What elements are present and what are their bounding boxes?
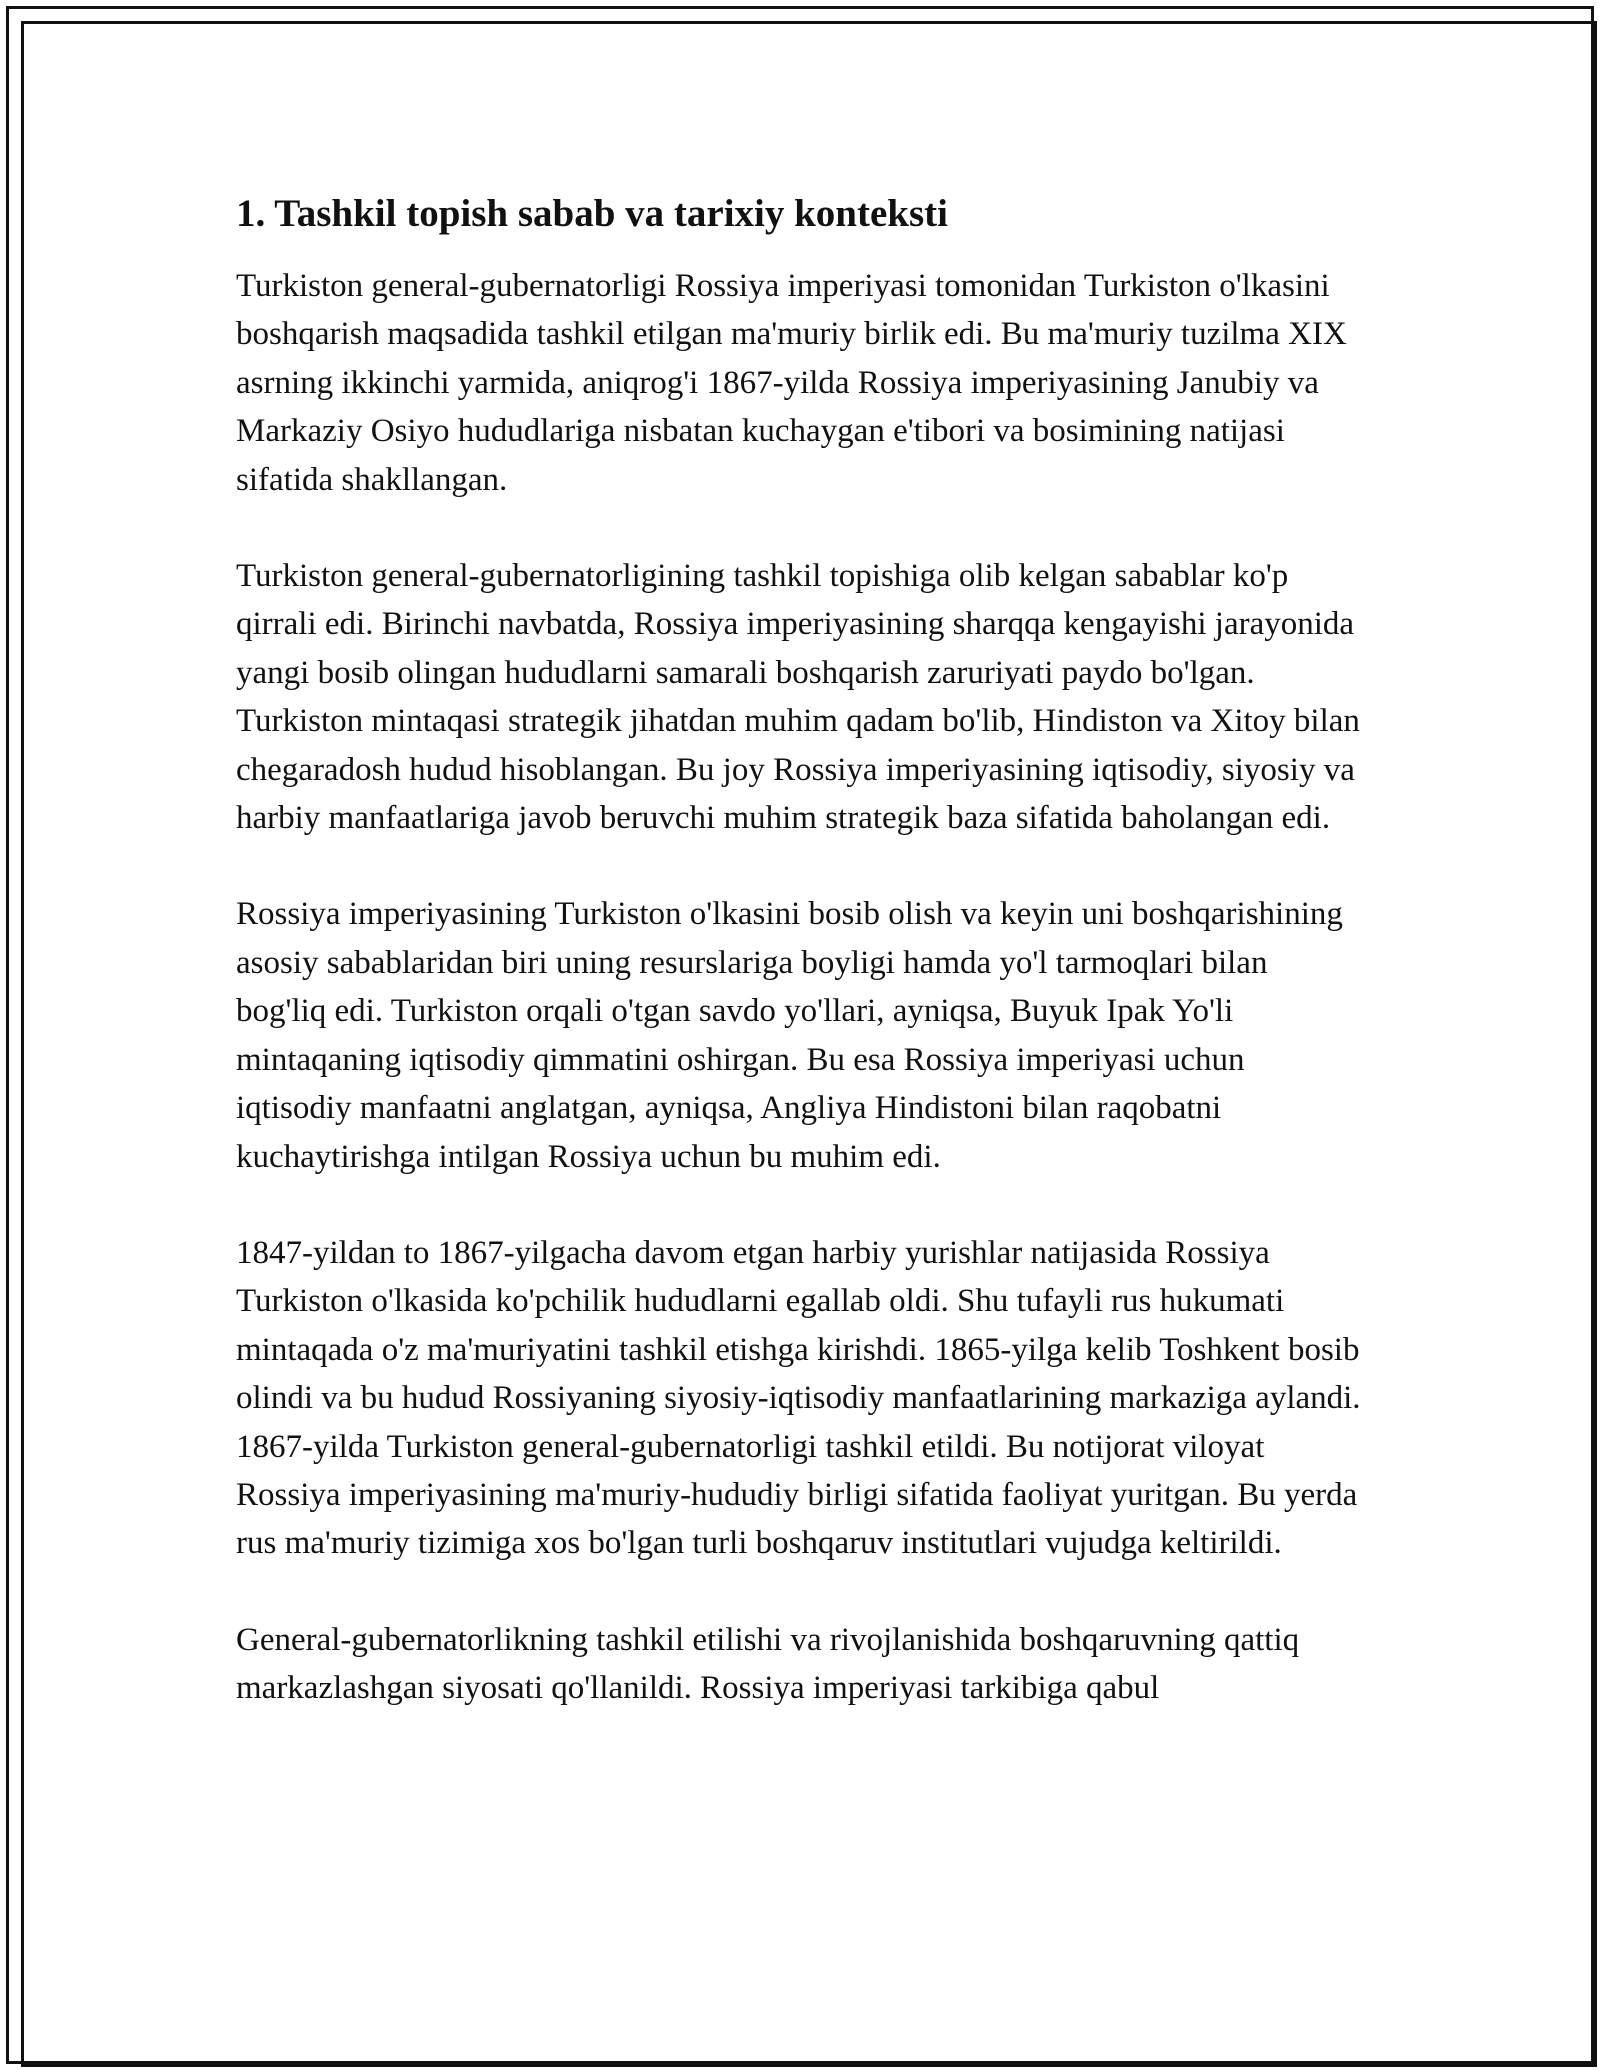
paragraph-1: Turkiston general-gubernatorligi Rossiya imperiyasi tomonidan Turkiston o'lkasini boshqarish maqsadida tashkil etilgan ma'muriy birlik edi. Bu ma'muriy tuzilma XIX asrning ikkinchi yarmida, aniqrog'i 1867-yilda Rossiya imperiyasining Janubiy va Markaziy Osiyo hududlariga nisbatan kuchaygan e'tibori va bosimining natijasi sifatida shakllangan. <box>236 268 1347 498</box>
paragraph-3: Rossiya imperiyasining Turkiston o'lkasini bosib olish va keyin uni boshqarishining asosiy sabablaridan biri uning resurslariga boyligi hamda yo'l tarmoqlari bilan bog'liq edi. Turkiston orqali o'tgan savdo yo'llari, ayniqsa, Buyuk Ipak Yo'li mintaqaning iqtisodiy qimmatini oshirgan. Bu esa Rossiya imperiyasi uchun iqtisodiy manfaatni anglatgan, ayniqsa, Angliya Hindistoni bilan raqobatni kuchaytirishga intilgan Rossiya uchun bu muhim edi. <box>236 896 1343 1175</box>
paragraph-5: General-gubernatorlikning tashkil etilishi va rivojlanishida boshqaruvning qattiq markazlashgan siyosati qo'llanildi. Rossiya imperiyasi tarkibiga qabul <box>236 1621 1300 1707</box>
document-body <box>236 186 1364 1761</box>
section-heading: 1. Tashkil topish sabab va tarixiy konteksti <box>236 192 948 235</box>
paragraph-2: Turkiston general-gubernatorligining tashkil topishiga olib kelgan sabablar ko'p qirrali edi. Birinchi navbatda, Rossiya imperiyasining sharqqa kengayishi jarayonida yangi bosib olingan hududlarni samarali boshqarish zaruriyati paydo bo'lgan. Turkiston mintaqasi strategik jihatdan muhim qadam bo'lib, Hindiston va Xitoy bilan chegaradosh hudud hisoblangan. Bu joy Rossiya imperiyasining iqtisodiy, siyosiy va harbiy manfaatlariga javob beruvchi muhim strategik baza sifatida baholangan edi. <box>236 558 1360 837</box>
paragraph-4: 1847-yildan to 1867-yilgacha davom etgan harbiy yurishlar natijasida Rossiya Turkiston o'lkasida ko'pchilik hududlarni egallab oldi. Shu tufayli rus hukumati mintaqada o'z ma'muriyatini tashkil etishga kirishdi. 1865-yilga kelib Toshkent bosib olindi va bu hudud Rossiyaning siyosiy-iqtisodiy manfaatlarining markaziga aylandi. 1867-yilda Turkiston general-gubernatorligi tashkil etildi. Bu notijorat viloyat Rossiya imperiyasining ma'muriy-hududiy birligi sifatida faoliyat yuritgan. Bu yerda rus ma'muriy tizimiga xos bo'lgan turli boshqaruv institutlari vujudga keltirildi. <box>236 1234 1361 1562</box>
